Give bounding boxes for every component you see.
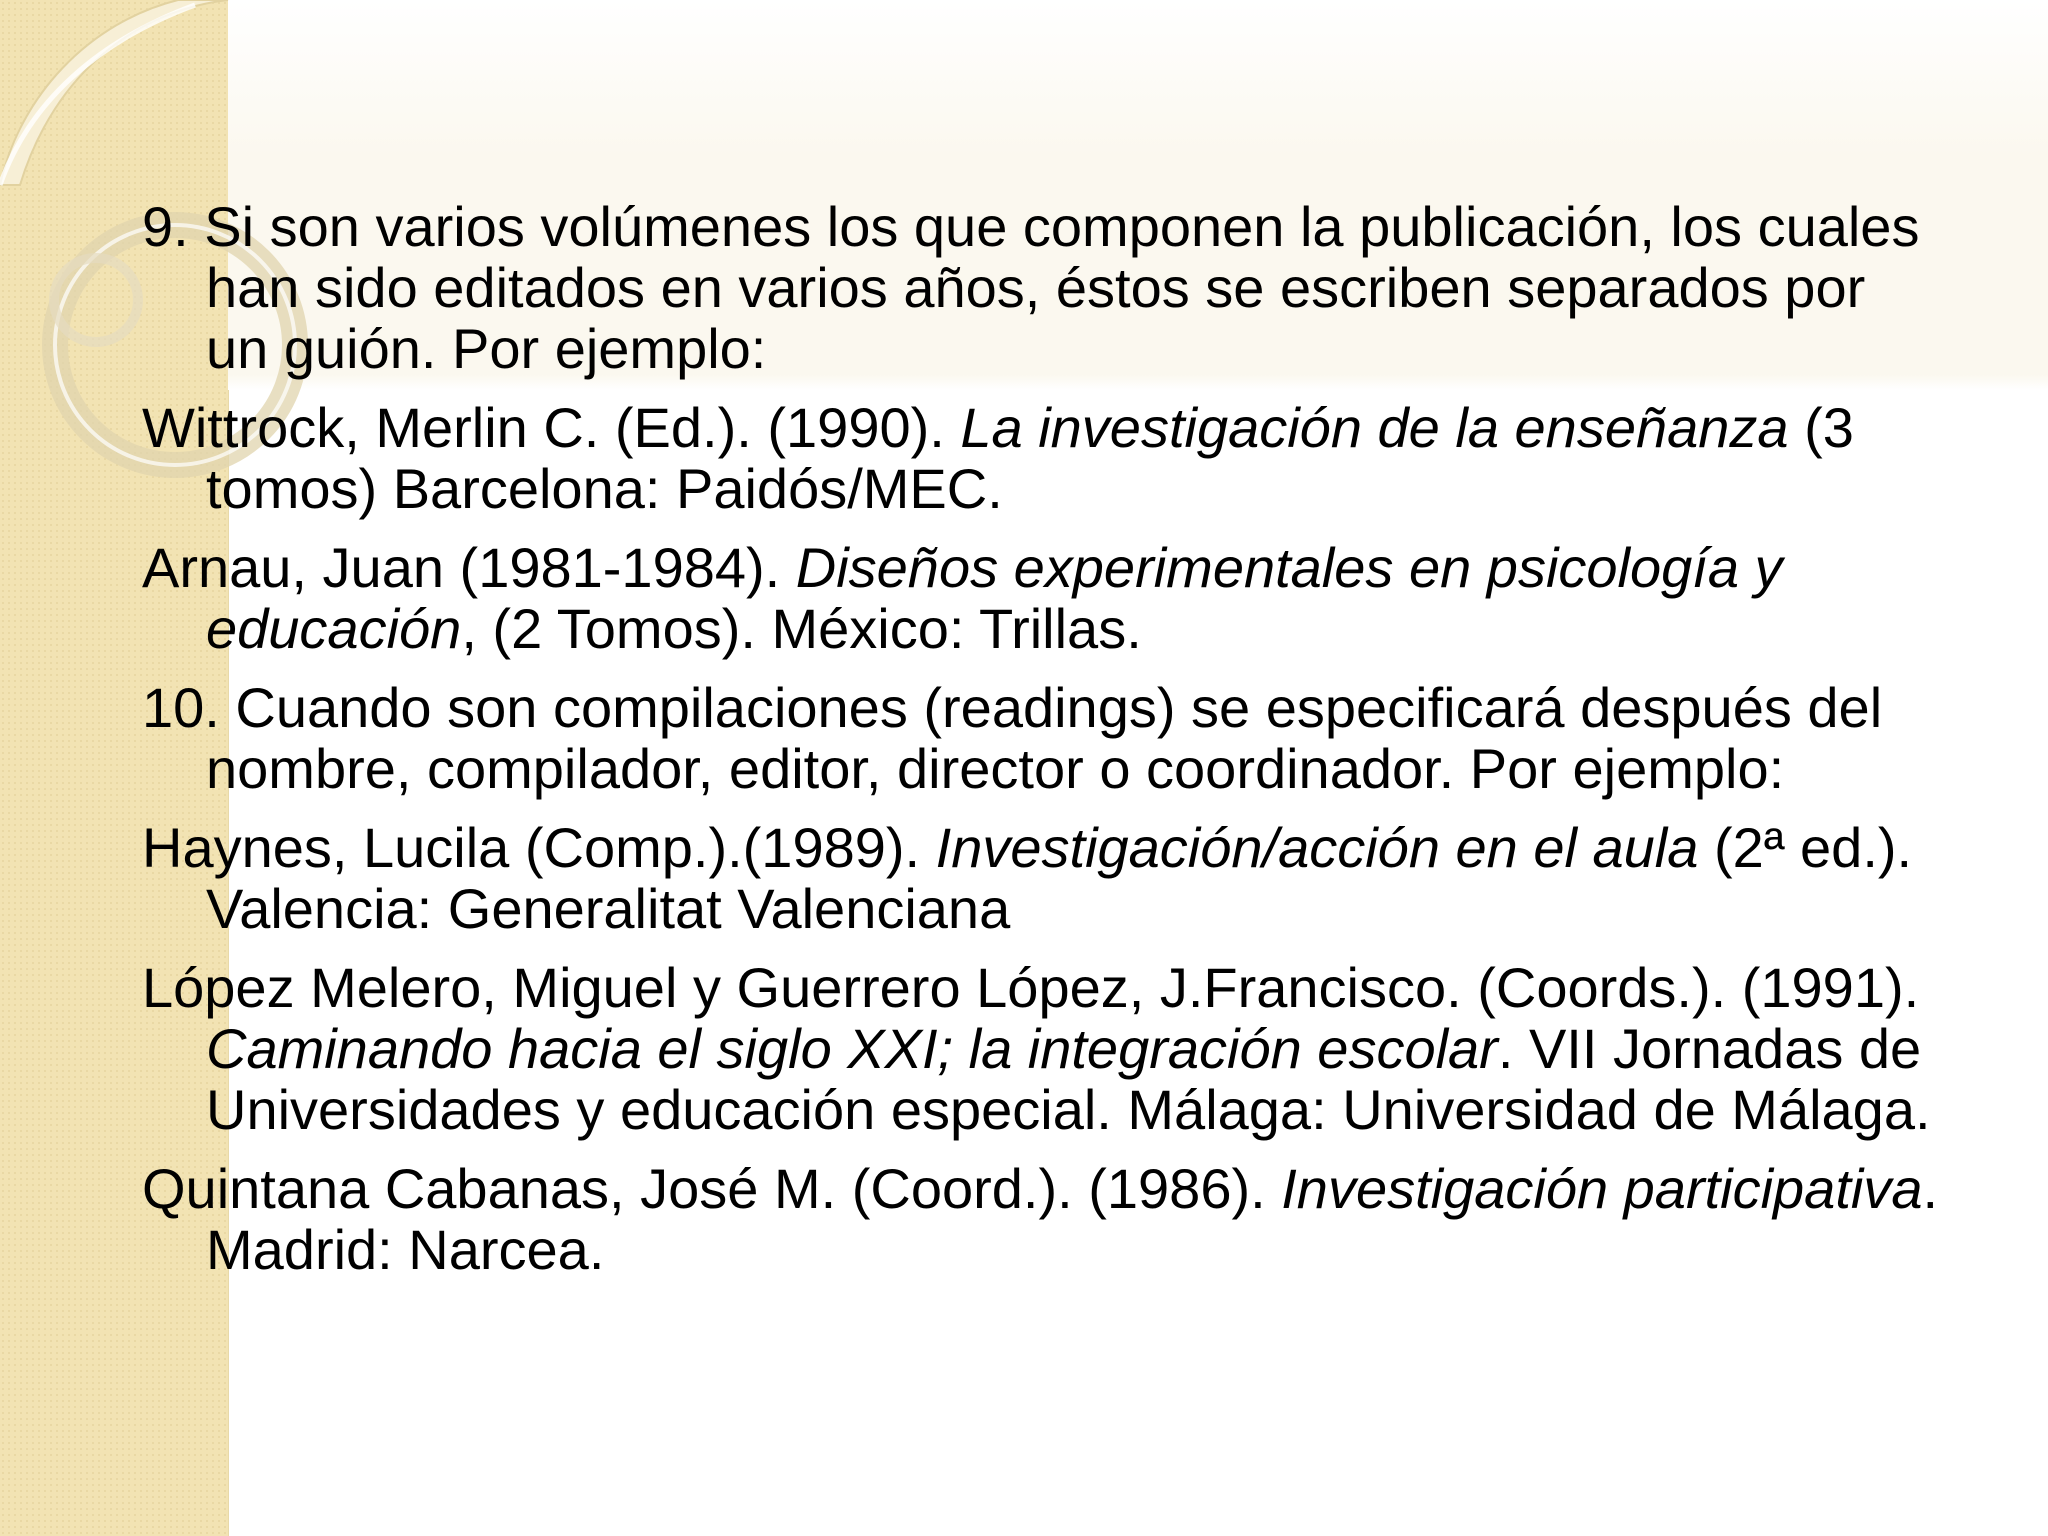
text-run: (3 tomos) Barcelona: Paidós/MEC. xyxy=(206,396,1854,520)
italic-title: Investigación participativa xyxy=(1281,1157,1923,1220)
text-run: Quintana Cabanas, José M. (Coord.). (1986). xyxy=(142,1157,1282,1220)
text-run: . VII Jornadas de Universidades y educación especial. Málaga: Universidad de Málaga. xyxy=(206,1017,1931,1141)
text-run: Arnau, Juan (1981-1984). xyxy=(142,536,796,599)
italic-title: Diseños experimentales en psicología y educación xyxy=(206,536,1783,660)
reference-paragraph xyxy=(142,957,1942,1140)
italic-title: Investigación/acción en el aula xyxy=(935,816,1699,879)
text-run: Haynes, Lucila (Comp.).(1989). xyxy=(142,816,936,879)
reference-paragraph xyxy=(142,196,1942,379)
text-content xyxy=(142,196,1942,1298)
reference-paragraph xyxy=(142,537,1942,659)
text-run: 10. Cuando son compilaciones (readings) se especificará después del nombre, compilador, editor, director o coordinador. Por ejemplo: xyxy=(142,676,1883,800)
text-run: Wittrock, Merlin C. (Ed.). (1990). xyxy=(142,396,961,459)
text-run: 9. Si son varios volúmenes los que componen la publicación, los cuales han sido editados en varios años, éstos se escriben separados por un guión. Por ejemplo: xyxy=(142,195,1920,380)
italic-title: La investigación de la enseñanza xyxy=(960,396,1789,459)
reference-paragraph xyxy=(142,397,1942,519)
text-run: . Madrid: Narcea. xyxy=(206,1157,1939,1281)
text-run: López Melero, Miguel y Guerrero López, J.Francisco. (Coords.). (1991). xyxy=(142,956,1920,1019)
text-run: (2ª ed.). Valencia: Generalitat Valenciana xyxy=(206,816,1913,940)
reference-paragraph xyxy=(142,677,1942,799)
text-run: , (2 Tomos). México: Trillas. xyxy=(461,597,1142,660)
italic-title: Caminando hacia el siglo XXI; la integración escolar xyxy=(206,1017,1498,1080)
reference-paragraph xyxy=(142,1158,1942,1280)
reference-paragraph xyxy=(142,817,1942,939)
